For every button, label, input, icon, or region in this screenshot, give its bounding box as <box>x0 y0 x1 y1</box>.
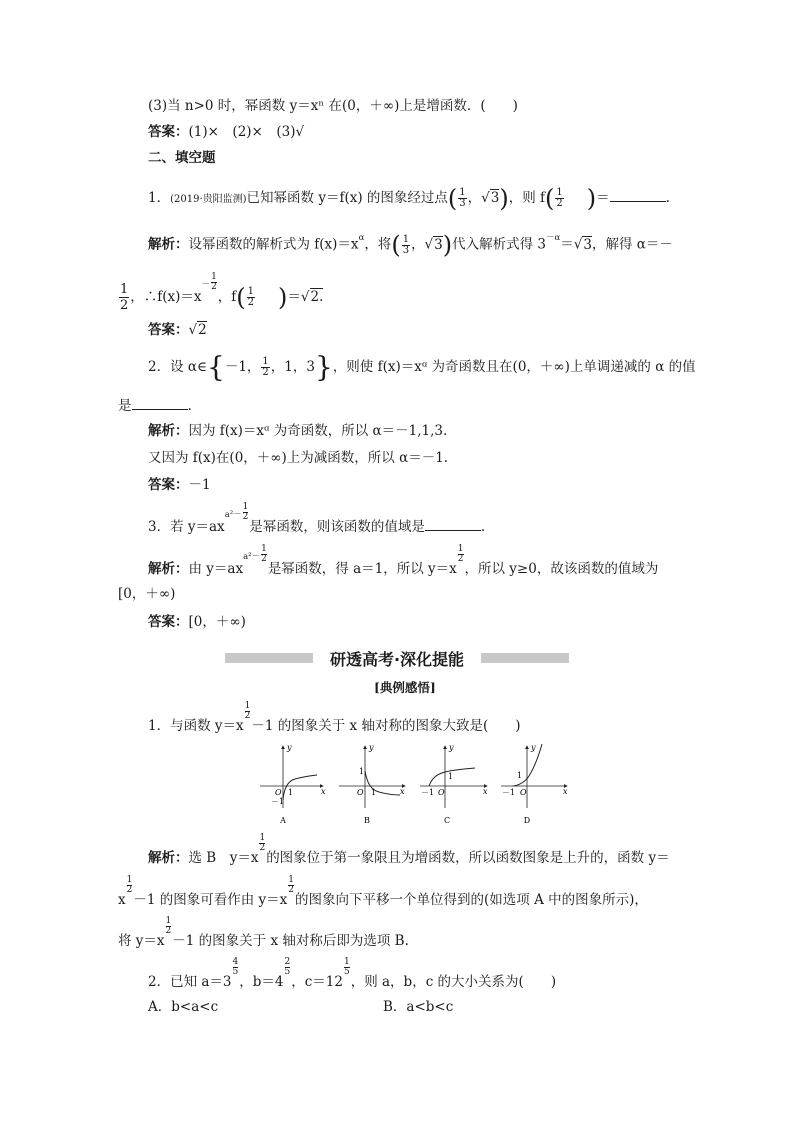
example-1-solution-end: 将 y＝x $\frac{1}{2}-1$ 的图象关于 x 轴对称后即为选项 B. <box>118 916 409 949</box>
stem-text: ，则 f <box>508 190 546 206</box>
solution-label: 解析： <box>148 236 189 253</box>
y-axis-label: y <box>531 743 536 752</box>
problem-3-solution-cont: [0，＋∞) <box>118 586 176 602</box>
option-a[interactable]: A．b<a<c <box>148 999 219 1015</box>
stem-text: 已知幂函数 y＝f(x) 的图象经过点 <box>246 190 448 206</box>
example-1-solution-cont: x $\frac{1}{2}-1$ 的图象可看作由 y＝x $\frac{1}{2}$的图象向下平移一个单位得到的(如选项 A 中的图象所示)， <box>118 875 648 908</box>
problem-1-answer: 答案：√2 <box>148 322 207 338</box>
answer-label: 答案： <box>148 614 189 630</box>
origin-label: O <box>357 788 364 797</box>
graph-c[interactable] <box>420 743 488 825</box>
problem-1-solution-cont: $\frac{1}{2}$ ，∴f(x)＝x－ $\frac{1}{2}$，f( $\frac{1}{2}$ )＝√2. <box>120 272 324 313</box>
x-axis-label: x <box>400 787 405 796</box>
x-axis-label: x <box>483 787 488 796</box>
option-label: B <box>364 816 370 825</box>
answer-value: －1 <box>188 477 211 493</box>
problem-2-stem: 2．设 α∈{－1， $\frac{1}{2}$ ，1，3}，则使 f(x)＝xᵅ 为奇函数且在(0，＋∞)上单调递减的 α 的值 <box>148 350 696 384</box>
option-label: D <box>523 816 531 825</box>
answer-blank[interactable] <box>610 187 666 202</box>
answer-blank[interactable] <box>132 395 188 410</box>
banner-bar-left <box>225 653 313 663</box>
problem-2-stem-cont: 是 . <box>118 395 192 416</box>
y-axis-label: y <box>449 743 454 752</box>
answer-value: [0，＋∞) <box>188 614 246 630</box>
banner-bar-right <box>481 653 569 663</box>
banner-title: 研透高考·深化提能 <box>329 650 465 669</box>
problem-3-stem: 3．若 $y=ax^{a^2-}$ $\frac{1}{2}$是幂函数，则该函数的值域是 . <box>148 502 486 535</box>
graph-d[interactable] <box>501 743 568 825</box>
problem-2-solution-1: 解析：因为 f(x)＝xᵅ 为奇函数，所以 α＝－1,1,3. <box>148 423 448 439</box>
solution-label: 解析： <box>148 561 189 577</box>
problem-3-answer <box>148 612 246 632</box>
answer-label: 答案： <box>148 124 189 140</box>
source-tag: (2019·贵阳监测) <box>170 194 247 205</box>
problem-number: 3． <box>148 519 171 535</box>
tick-label: 1 <box>288 788 294 797</box>
tick-label: －1 <box>421 788 435 797</box>
stem-text: ＝ <box>596 190 610 206</box>
sqrt-value: 3 <box>490 190 500 206</box>
answer-label: 答案： <box>148 322 189 338</box>
fraction: $\frac{1}{2}$ <box>556 187 563 209</box>
tick-label: 1 <box>371 788 377 797</box>
y-axis-label: y <box>287 743 292 752</box>
example-1-stem: 1．与函数 y＝x $\frac{1}{2}-1$ 的图象关于 x 轴对称的图象大致是( ) <box>148 701 521 734</box>
fraction: $\frac{1}{3}$ <box>459 187 466 209</box>
tick-label: 1 <box>359 767 365 776</box>
example-1-solution: 解析：选 B y＝x $\frac{1}{2}$的图象位于第一象限且为增函数，所以函数图象是上升的，函数 y＝ <box>148 833 670 866</box>
solution-text: 设幂函数的解析式为 f(x)＝x <box>188 236 359 253</box>
option-label: C <box>443 816 451 825</box>
tick-label: 1 <box>448 772 454 781</box>
option-b[interactable]: B．a<b<c <box>383 999 454 1015</box>
answer-line-top <box>148 122 304 142</box>
x-axis-label: x <box>563 787 568 796</box>
item-3-statement: (3)当 n>0 时，幂函数 y＝xⁿ 在(0，＋∞)上是增函数．( ) <box>148 98 518 114</box>
problem-number: 1． <box>148 190 171 206</box>
tick-label: －1 <box>502 788 516 797</box>
problem-number: 1． <box>148 718 171 734</box>
problem-2-answer <box>148 475 211 495</box>
answer-label: 答案： <box>148 477 189 493</box>
origin-label: O <box>438 788 445 797</box>
problem-1-stem: 1．(2019·贵阳监测)已知幂函数 y＝f(x) 的图象经过点( $\frac{1}{3}$ ，√3)，则 f( $\frac{1}{2}$ )＝ . <box>148 184 670 213</box>
example-2-stem: 2．已知 a＝3 $\frac{4}{5}$，b＝4 $\frac{2}{5}$，c＝12 $\frac{1}{5}$，则 a，b，c 的大小关系为( ) <box>148 957 557 990</box>
problem-1-solution: 解析：设幂函数的解析式为 $f(x)=x^\alpha$，将( $\frac{1}{3}$ ，√3)代入解析式得 $3^{-\alpha}=√3$，解得 α＝－ <box>148 231 673 259</box>
section-heading: 二、填空题 <box>148 150 216 166</box>
solution-label: 解析： <box>148 423 189 439</box>
problem-number: 2． <box>148 974 171 990</box>
graph-b[interactable] <box>339 743 405 825</box>
section-banner <box>225 648 569 668</box>
subsection-title: [典例感悟] <box>374 680 436 695</box>
graph-a[interactable] <box>260 743 326 825</box>
origin-label: O <box>275 788 282 797</box>
answer-value: 2 <box>198 322 207 338</box>
option-graphs <box>255 738 575 828</box>
origin-label: O <box>520 788 527 797</box>
option-label: A <box>280 816 286 825</box>
problem-3-solution: 解析：由 $y=ax^{a^2-}$ $\frac{1}{2}$是幂函数，得 a＝1，所以 y＝x $\frac{1}{2}$，所以 y≥0，故该函数的值域为 <box>148 544 659 577</box>
answer-blank[interactable] <box>425 516 481 531</box>
problem-number: 2． <box>148 359 171 375</box>
y-axis-label: y <box>369 743 374 752</box>
tick-label: －1 <box>271 797 285 806</box>
answer-value: (1)× (2)× (3)√ <box>188 124 305 140</box>
solution-label: 解析： <box>148 850 189 866</box>
x-axis-label: x <box>321 787 326 796</box>
problem-2-solution-2: 又因为 f(x)在(0，＋∞)上为减函数，所以 α＝－1. <box>148 450 449 466</box>
tick-label: 1 <box>517 771 523 780</box>
